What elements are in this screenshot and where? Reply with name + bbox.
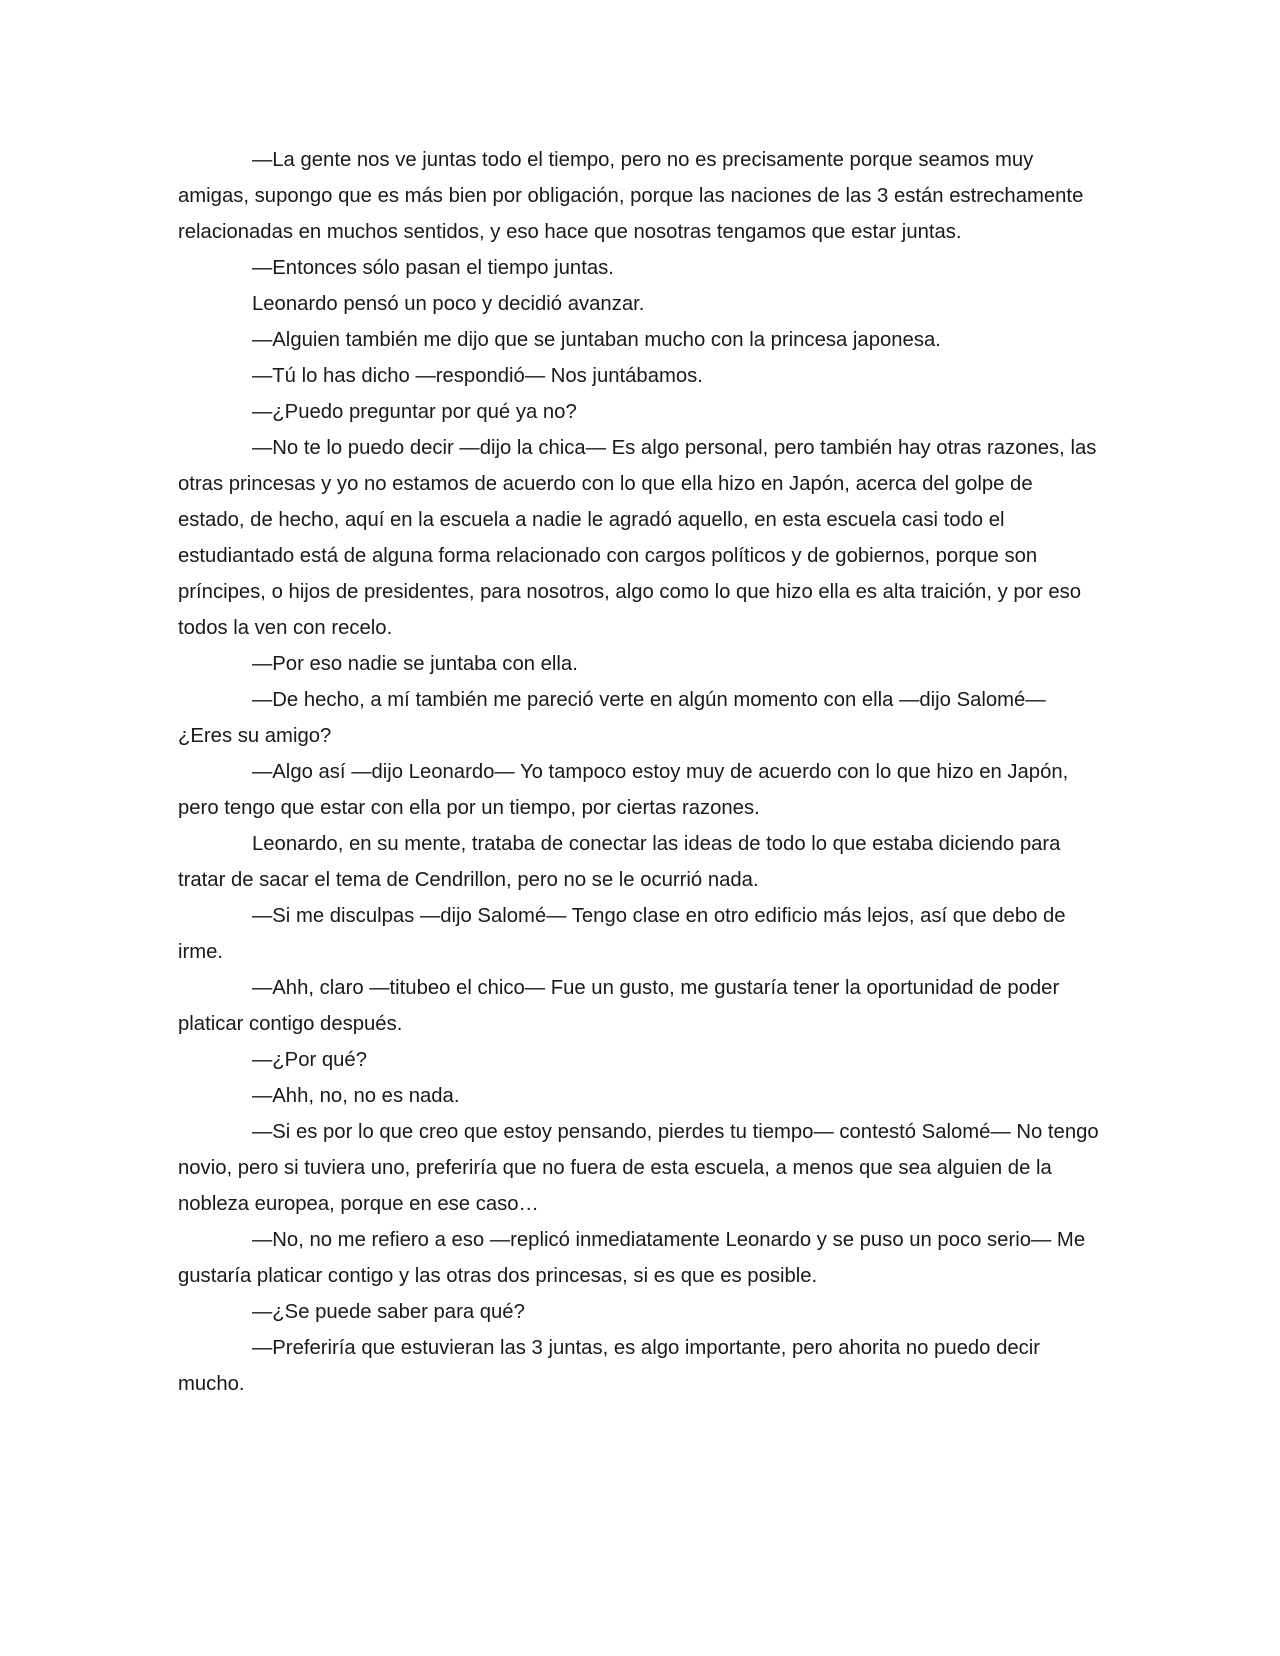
paragraph: —Si me disculpas —dijo Salomé— Tengo clase en otro edificio más lejos, así que debo de irme. bbox=[178, 905, 1066, 963]
paragraph: —Tú lo has dicho —respondió— Nos juntábamos. bbox=[252, 365, 703, 387]
paragraph: —¿Por qué? bbox=[252, 1049, 367, 1071]
paragraph: —¿Puedo preguntar por qué ya no? bbox=[252, 401, 577, 423]
paragraph: —La gente nos ve juntas todo el tiempo, pero no es precisamente porque seamos muy amigas, supongo que es más bien por obligación, porque las naciones de las 3 están estrechamente relacionadas en muchos sentidos, y eso hace que nosotras tengamos que estar juntas. bbox=[178, 149, 1084, 243]
paragraph: Leonardo, en su mente, trataba de conectar las ideas de todo lo que estaba diciendo para tratar de sacar el tema de Cendrillon, pero no se le ocurrió nada. bbox=[178, 833, 1061, 891]
paragraph: —Entonces sólo pasan el tiempo juntas. bbox=[252, 257, 614, 279]
paragraph: —De hecho, a mí también me pareció verte en algún momento con ella —dijo Salomé— ¿Eres su amigo? bbox=[178, 689, 1046, 747]
paragraph: —No te lo puedo decir —dijo la chica— Es algo personal, pero también hay otras razones, las otras princesas y yo no estamos de acuerdo con lo que ella hizo en Japón, acerca del golpe de estado, de hecho, aquí en la escuela a nadie le agradó aquello, en esta escuela casi todo el estudiantado está de alguna forma relacionado con cargos políticos y de gobiernos, porque son príncipes, o hijos de presidentes, para nosotros, algo como lo que hizo ella es alta traición, y por eso todos la ven con recelo. bbox=[178, 437, 1097, 639]
paragraph: —Por eso nadie se juntaba con ella. bbox=[252, 653, 578, 675]
paragraph: —Alguien también me dijo que se juntaban mucho con la princesa japonesa. bbox=[252, 329, 941, 351]
paragraph: —No, no me refiero a eso —replicó inmediatamente Leonardo y se puso un poco serio— Me gustaría platicar contigo y las otras dos princesas, si es que es posible. bbox=[178, 1229, 1086, 1287]
paragraph: Leonardo pensó un poco y decidió avanzar. bbox=[252, 293, 645, 315]
paragraph: —Si es por lo que creo que estoy pensando, pierdes tu tiempo— contestó Salomé— No tengo novio, pero si tuviera uno, preferiría que no fuera de esta escuela, a menos que sea alguien de la nobleza europea, porque en ese caso… bbox=[178, 1121, 1099, 1215]
paragraph: —Ahh, no, no es nada. bbox=[252, 1085, 460, 1107]
paragraph: —Preferiría que estuvieran las 3 juntas, es algo importante, pero ahorita no puedo decir mucho. bbox=[178, 1337, 1041, 1395]
paragraph: —¿Se puede saber para qué? bbox=[252, 1301, 525, 1323]
paragraph: —Algo así —dijo Leonardo— Yo tampoco estoy muy de acuerdo con lo que hizo en Japón, pero tengo que estar con ella por un tiempo, por ciertas razones. bbox=[178, 761, 1069, 819]
document-page bbox=[178, 142, 1100, 1402]
paragraph: —Ahh, claro —titubeo el chico— Fue un gusto, me gustaría tener la oportunidad de poder platicar contigo después. bbox=[178, 977, 1060, 1035]
